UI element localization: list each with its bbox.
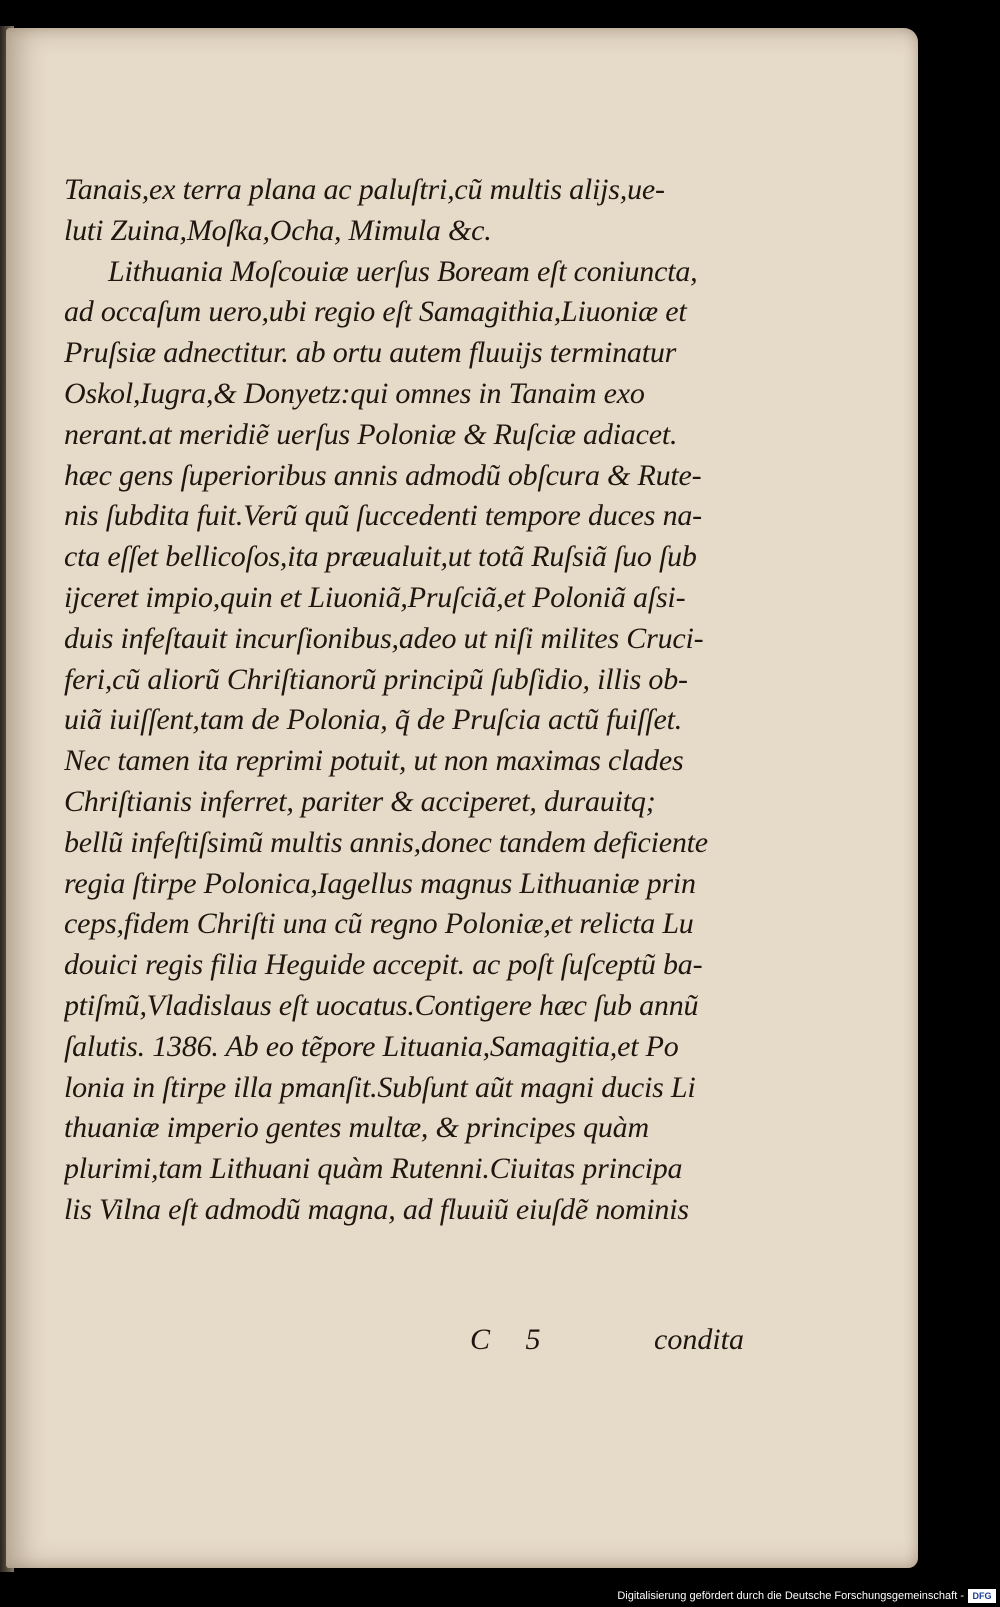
text-line: Pruſsiæ adnectitur. ab ortu autem fluuijs terminatur bbox=[64, 336, 677, 370]
text-line: lonia in ſtirpe illa pmanſit.Subſunt aũt magni ducis Li bbox=[64, 1070, 696, 1104]
text-line: luti Zuina,Moſka,Ocha, Mimula &c. bbox=[64, 213, 492, 247]
text-line: hæc gens ſuperioribus annis admodũ obſcura & Rute- bbox=[64, 458, 702, 492]
digitization-credit: Digitalisierung gefördert durch die Deutsche Forschungsgemeinschaft - bbox=[580, 1585, 1000, 1607]
text-line: ptiſmũ,Vladislaus eſt uocatus.Contigere hæc ſub annũ bbox=[64, 988, 699, 1022]
text-line: ſalutis. 1386. Ab eo tẽpore Lituania,Samagitia,et Po bbox=[64, 1029, 679, 1063]
text-line: feri,cũ aliorũ Chriſtianorũ principũ ſubſidio, illis ob- bbox=[64, 662, 688, 696]
text-line: ceps,fidem Chriſti una cũ regno Poloniæ,et relicta Lu bbox=[64, 907, 694, 941]
text-line: lis Vilna eſt admodũ magna, ad fluuiũ eiuſdẽ nominis bbox=[64, 1192, 689, 1226]
text-line: Chriſtianis inferret, pariter & acciperet, durauitq; bbox=[64, 784, 656, 818]
text-block bbox=[64, 170, 764, 1231]
dfg-logo: DFG bbox=[968, 1589, 996, 1603]
text-line: nerant.at meridiẽ uerſus Poloniæ & Ruſciæ adiacet. bbox=[64, 417, 678, 451]
book-page bbox=[6, 28, 918, 1568]
text-line: ad occaſum uero,ubi regio eſt Samagithia,Liuoniæ et bbox=[64, 295, 687, 329]
catchword: condita bbox=[654, 1323, 744, 1356]
text-line: Tanais,ex terra plana ac paluſtri,cũ multis alijs,ue- bbox=[64, 173, 665, 206]
text-line: Lithuania Moſcouiæ uerſus Boream eſt coniuncta, bbox=[108, 254, 698, 288]
text-line: cta eſſet bellicoſos,ita præualuit,ut totã Ruſsiã ſuo ſub bbox=[64, 540, 697, 574]
text-line: bellũ infeſtiſsimũ multis annis,donec tandem deficiente bbox=[64, 825, 708, 859]
text-line: Oskol,Iugra,& Donyetz:qui omnes in Tanaim exo bbox=[64, 376, 645, 410]
text-line: regia ſtirpe Polonica,Iagellus magnus Lithuaniæ prin bbox=[64, 866, 696, 900]
text-line: Nec tamen ita reprimi potuit, ut non maximas clades bbox=[64, 744, 684, 778]
text-line: nis ſubdita fuit.Verũ quũ ſuccedenti tempore duces na- bbox=[64, 499, 702, 533]
text-line: thuaniæ imperio gentes multæ, & principes quàm bbox=[64, 1111, 649, 1145]
text-line: douici regis filia Heguide accepit. ac poſt ſuſceptũ ba- bbox=[64, 948, 703, 982]
text-line: uiã iuiſſent,tam de Polonia, q̃ de Pruſcia actũ fuiſſet. bbox=[64, 703, 683, 737]
text-line: ijceret impio,quin et Liuoniã,Pruſciã,et Poloniã aſsi- bbox=[64, 580, 686, 614]
text-line: plurimi,tam Lithuani quàm Rutenni.Ciuitas principa bbox=[64, 1152, 683, 1186]
text-line: duis infeſtauit incurſionibus,adeo ut niſi milites Cruci- bbox=[64, 621, 704, 655]
signature-mark: C 5 bbox=[470, 1323, 555, 1356]
